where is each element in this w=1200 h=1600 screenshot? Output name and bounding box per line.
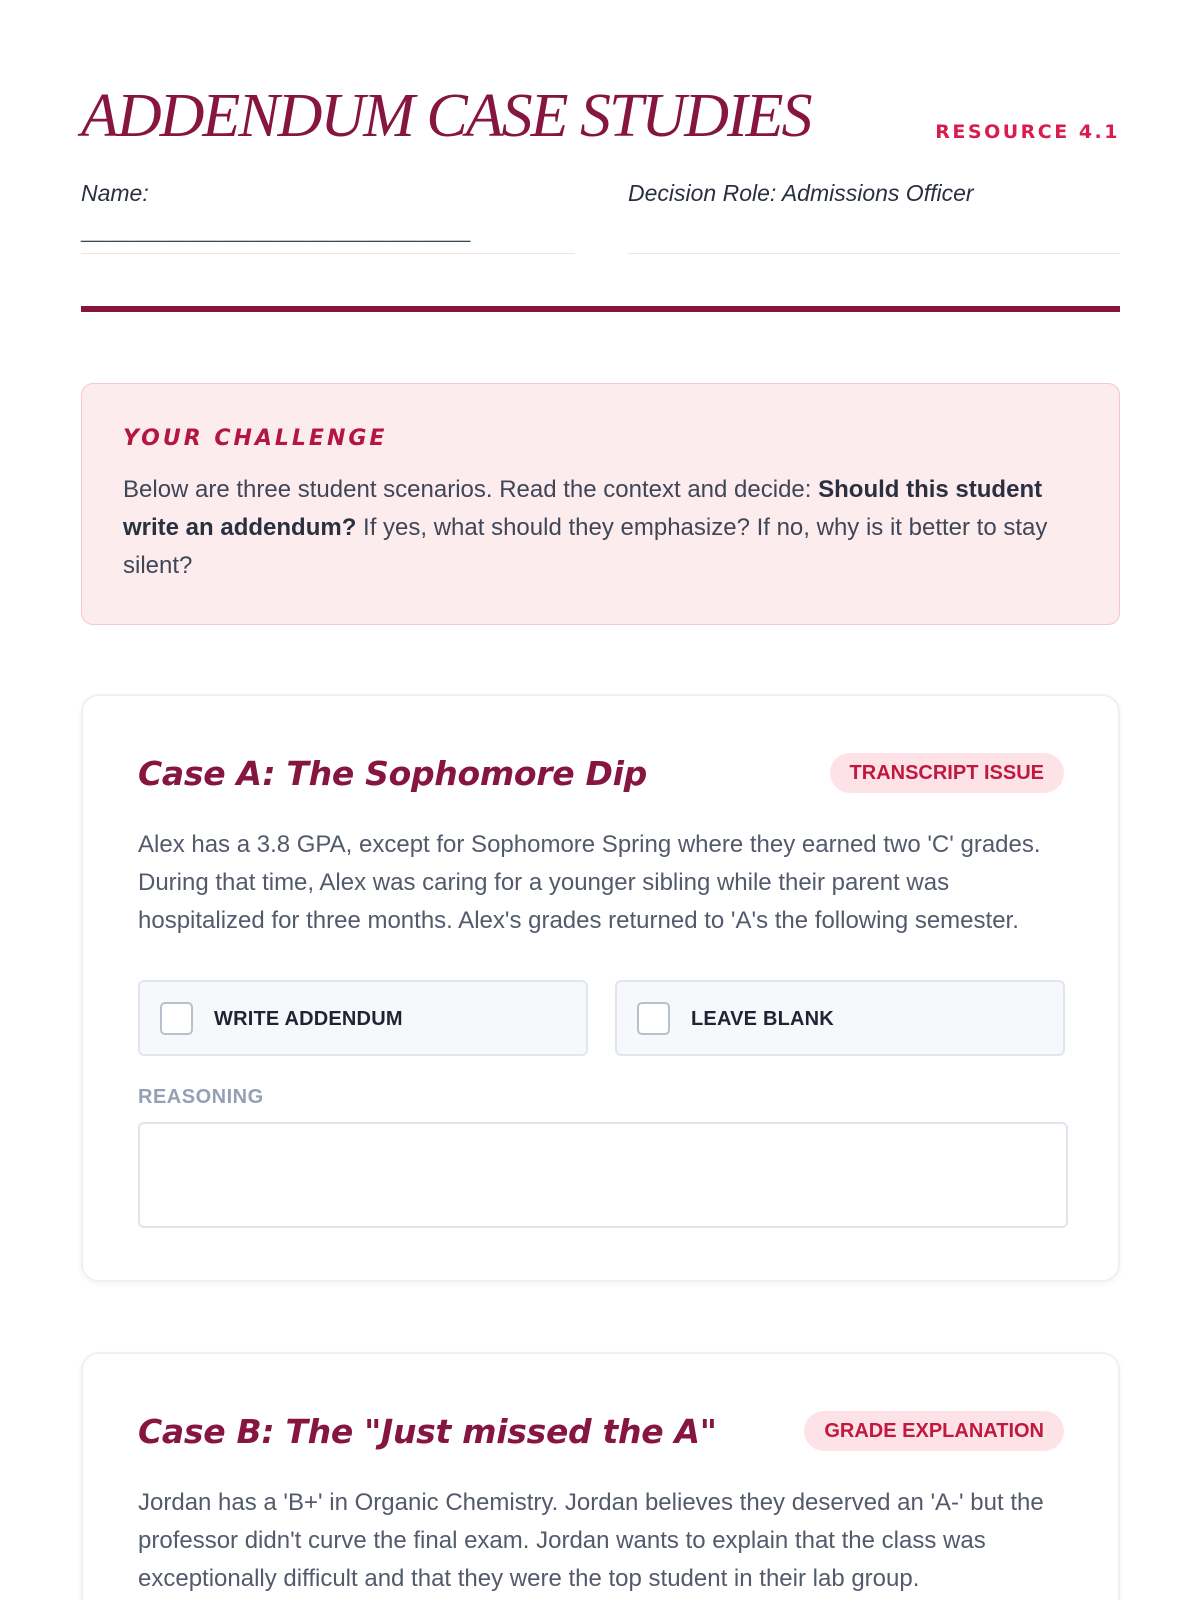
challenge-text-followup: If yes, what should they emphasize? If no, why is it better to stay silent?	[123, 514, 1048, 579]
leave-blank-checkbox[interactable]	[637, 1002, 670, 1035]
header-divider	[81, 306, 1120, 312]
decision-role-field	[628, 180, 1120, 254]
case-description: Alex has a 3.8 GPA, except for Sophomore Spring where they earned two 'C' grades. During that time, Alex was caring for a younger sibling while their parent was hospitalized for three months. Alex's grades returned to 'A's the following semester.	[138, 831, 1041, 934]
resource-number: RESOURCE 4.1	[935, 121, 1120, 143]
case-description: Jordan has a 'B+' in Organic Chemistry. Jordan believes they deserved an 'A-' but the professor didn't curve the final exam. Jordan wants to explain that the class was exceptionally difficult and that they were the top student in their lab group.	[138, 1489, 1044, 1592]
reasoning-input[interactable]	[138, 1122, 1068, 1228]
case-card-b	[81, 1352, 1120, 1600]
case-title: Case A: The Sophomore Dip	[138, 754, 647, 793]
challenge-heading: YOUR CHALLENGE	[123, 426, 388, 451]
worksheet-header	[81, 0, 1120, 310]
write-addendum-label: WRITE ADDENDUM	[214, 1008, 403, 1030]
decision-role-label: Decision Role: Admissions Officer	[628, 180, 974, 206]
case-tag: GRADE EXPLANATION	[804, 1411, 1064, 1451]
worksheet-page	[81, 0, 1120, 1592]
case-card-a	[81, 694, 1120, 1282]
write-addendum-checkbox[interactable]	[160, 1002, 193, 1035]
challenge-text-intro: Below are three student scenarios. Read the context and decide:	[123, 476, 819, 503]
challenge-text	[123, 471, 1079, 585]
page-title: ADDENDUM CASE STUDIES	[81, 82, 811, 150]
name-label: Name:	[81, 180, 149, 206]
write-addendum-option[interactable]	[138, 980, 588, 1056]
leave-blank-label: LEAVE BLANK	[691, 1008, 834, 1030]
name-blank-line: ___________________________________	[81, 221, 471, 243]
challenge-text-question: Should this student write an addendum?	[123, 476, 1043, 541]
challenge-box	[81, 383, 1120, 625]
leave-blank-option[interactable]	[615, 980, 1065, 1056]
reasoning-label: REASONING	[138, 1086, 264, 1108]
case-title: Case B: The "Just missed the A"	[138, 1412, 717, 1451]
case-tag: TRANSCRIPT ISSUE	[830, 753, 1064, 793]
name-field[interactable]	[81, 180, 575, 254]
